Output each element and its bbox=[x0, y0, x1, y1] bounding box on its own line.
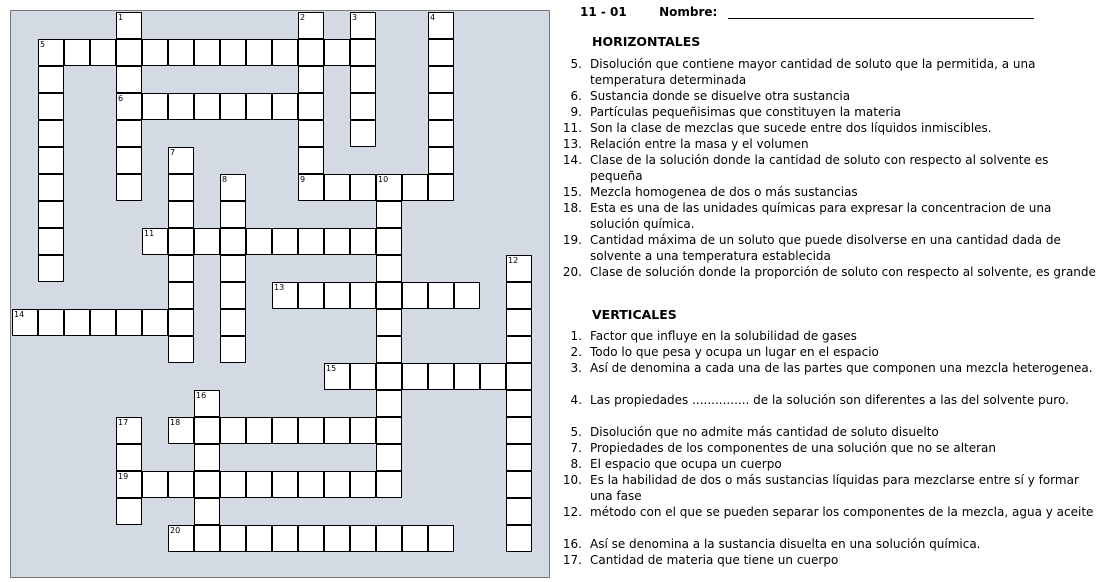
grid-cell[interactable] bbox=[350, 525, 376, 552]
grid-cell[interactable] bbox=[116, 147, 142, 174]
grid-cell[interactable] bbox=[168, 471, 194, 498]
grid-cell[interactable] bbox=[506, 444, 532, 471]
grid-cell[interactable] bbox=[350, 93, 376, 120]
grid-cell[interactable] bbox=[220, 228, 246, 255]
clue-number: 7. bbox=[570, 441, 582, 455]
grid-cell[interactable] bbox=[324, 174, 350, 201]
name-label: Nombre: bbox=[659, 5, 718, 19]
grid-cell[interactable] bbox=[116, 12, 142, 39]
grid-cell[interactable] bbox=[116, 120, 142, 147]
grid-cell[interactable] bbox=[324, 39, 350, 66]
horizontales-clue-13 bbox=[560, 136, 1104, 152]
grid-cell[interactable] bbox=[324, 228, 350, 255]
grid-cell[interactable] bbox=[298, 120, 324, 147]
grid-cell[interactable] bbox=[376, 363, 402, 390]
grid-cell[interactable] bbox=[506, 525, 532, 552]
grid-cell[interactable] bbox=[454, 282, 480, 309]
grid-cell[interactable] bbox=[90, 309, 116, 336]
grid-cell[interactable] bbox=[324, 471, 350, 498]
grid-cell[interactable] bbox=[116, 66, 142, 93]
horizontales-clue-19 bbox=[560, 232, 1104, 264]
grid-cell[interactable] bbox=[454, 363, 480, 390]
grid-cell[interactable] bbox=[376, 228, 402, 255]
horizontales-clue-18 bbox=[560, 200, 1104, 232]
grid-cell[interactable] bbox=[272, 417, 298, 444]
grid-cell[interactable] bbox=[428, 174, 454, 201]
grid-cell[interactable] bbox=[428, 39, 454, 66]
horizontales-clue-14 bbox=[560, 152, 1104, 184]
grid-cell[interactable] bbox=[376, 309, 402, 336]
clue-text: El espacio que ocupa un cuerpo bbox=[590, 457, 782, 471]
clue-text: Esta es una de las unidades químicas para expresar la concentracion de una solución química. bbox=[590, 201, 1052, 231]
grid-cell[interactable] bbox=[142, 228, 168, 255]
clue-number: 1. bbox=[570, 329, 582, 343]
verticales-clue-16 bbox=[560, 536, 1104, 552]
grid-cell[interactable] bbox=[298, 147, 324, 174]
grid-cell[interactable] bbox=[168, 39, 194, 66]
grid-cell[interactable] bbox=[376, 390, 402, 417]
grid-cell[interactable] bbox=[168, 336, 194, 363]
grid-cell[interactable] bbox=[324, 525, 350, 552]
grid-cell[interactable] bbox=[220, 336, 246, 363]
clue-text: Cantidad de materia que tiene un cuerpo bbox=[590, 553, 839, 567]
grid-cell[interactable] bbox=[298, 525, 324, 552]
cell-number: 6 bbox=[118, 94, 124, 103]
grid-cell[interactable] bbox=[142, 309, 168, 336]
grid-cell[interactable] bbox=[428, 525, 454, 552]
horizontales-clue-9 bbox=[560, 104, 1104, 120]
grid-cell[interactable] bbox=[272, 471, 298, 498]
clue-text: Cantidad máxima de un soluto que puede disolverse en una cantidad dada de solvente a una temperatura establecida bbox=[590, 233, 1061, 263]
grid-cell[interactable] bbox=[38, 255, 64, 282]
clue-text: Clase de solución donde la proporción de soluto con respecto al solvente, es grande bbox=[590, 265, 1096, 279]
cell-number: 2 bbox=[300, 13, 306, 22]
worksheet-header bbox=[580, 4, 1034, 19]
grid-cell[interactable] bbox=[116, 471, 142, 498]
grid-cell[interactable] bbox=[220, 417, 246, 444]
clue-text: método con el que se pueden separar los componentes de la mezcla, agua y aceite bbox=[590, 505, 1094, 519]
grid-cell[interactable] bbox=[350, 282, 376, 309]
grid-cell[interactable] bbox=[194, 39, 220, 66]
cell-number: 5 bbox=[40, 40, 46, 49]
grid-cell[interactable] bbox=[350, 471, 376, 498]
grid-cell[interactable] bbox=[220, 39, 246, 66]
grid-cell[interactable] bbox=[402, 174, 428, 201]
clue-text: Todo lo que pesa y ocupa un lugar en el espacio bbox=[590, 345, 879, 359]
grid-cell[interactable] bbox=[168, 201, 194, 228]
cell-number: 18 bbox=[170, 418, 181, 427]
grid-cell[interactable] bbox=[272, 525, 298, 552]
verticales-clue-4 bbox=[560, 392, 1104, 408]
grid-cell[interactable] bbox=[298, 471, 324, 498]
grid-cell[interactable] bbox=[350, 174, 376, 201]
grid-cell[interactable] bbox=[298, 66, 324, 93]
clue-text: Propiedades de los componentes de una solución que no se alteran bbox=[590, 441, 997, 455]
clue-number: 14. bbox=[562, 153, 582, 167]
grid-cell[interactable] bbox=[298, 12, 324, 39]
grid-cell[interactable] bbox=[506, 390, 532, 417]
grid-cell[interactable] bbox=[142, 93, 168, 120]
grid-cell[interactable] bbox=[38, 120, 64, 147]
grid-cell[interactable] bbox=[298, 228, 324, 255]
grid-cell[interactable] bbox=[64, 39, 90, 66]
cell-number: 7 bbox=[170, 148, 176, 157]
grid-cell[interactable] bbox=[194, 390, 220, 417]
grid-cell[interactable] bbox=[116, 93, 142, 120]
grid-cell[interactable] bbox=[168, 228, 194, 255]
grid-cell[interactable] bbox=[298, 93, 324, 120]
grid-cell[interactable] bbox=[90, 39, 116, 66]
grid-cell[interactable] bbox=[168, 255, 194, 282]
clue-number: 6. bbox=[570, 89, 582, 103]
name-field[interactable] bbox=[728, 4, 1034, 19]
grid-cell[interactable] bbox=[246, 39, 272, 66]
clue-text: Clase de la solución donde la cantidad de soluto con respecto al solvente es pequeña bbox=[590, 153, 1049, 183]
clue-number: 15. bbox=[562, 185, 582, 199]
grid-cell[interactable] bbox=[38, 66, 64, 93]
clue-number: 3. bbox=[570, 361, 582, 375]
grid-cell[interactable] bbox=[350, 417, 376, 444]
cell-number: 12 bbox=[508, 256, 519, 265]
cell-number: 9 bbox=[300, 175, 306, 184]
clue-text: Así se denomina a la sustancia disuelta en una solución química. bbox=[590, 537, 981, 551]
clue-text: Disolución que contiene mayor cantidad de soluto que la permitida, a una temperatura determinada bbox=[590, 57, 1036, 87]
horizontales-title: HORIZONTALES bbox=[592, 34, 701, 49]
grid-cell[interactable] bbox=[376, 417, 402, 444]
verticales-clue-12 bbox=[560, 504, 1104, 520]
cell-number: 4 bbox=[430, 13, 436, 22]
grid-cell[interactable] bbox=[298, 282, 324, 309]
grid-cell[interactable] bbox=[402, 282, 428, 309]
grid-cell[interactable] bbox=[168, 93, 194, 120]
grid-cell[interactable] bbox=[194, 444, 220, 471]
grid-cell[interactable] bbox=[12, 309, 38, 336]
grid-cell[interactable] bbox=[506, 255, 532, 282]
cell-number: 20 bbox=[170, 526, 181, 535]
grid-cell[interactable] bbox=[220, 309, 246, 336]
grid-cell[interactable] bbox=[376, 255, 402, 282]
grid-cell[interactable] bbox=[428, 363, 454, 390]
grid-cell[interactable] bbox=[376, 525, 402, 552]
grid-cell[interactable] bbox=[376, 471, 402, 498]
grid-cell[interactable] bbox=[350, 39, 376, 66]
grid-cell[interactable] bbox=[298, 39, 324, 66]
grid-cell[interactable] bbox=[116, 498, 142, 525]
clue-text: Así de denomina a cada una de las partes que componen una mezcla heterogenea. bbox=[590, 361, 1093, 375]
grid-cell[interactable] bbox=[38, 39, 64, 66]
clue-number: 9. bbox=[570, 105, 582, 119]
grid-cell[interactable] bbox=[272, 39, 298, 66]
grid-cell[interactable] bbox=[506, 309, 532, 336]
grid-cell[interactable] bbox=[116, 417, 142, 444]
clue-number: 17. bbox=[562, 553, 582, 567]
clue-number: 5. bbox=[570, 425, 582, 439]
clue-text: Sustancia donde se disuelve otra sustancia bbox=[590, 89, 851, 103]
grid-cell[interactable] bbox=[324, 417, 350, 444]
grid-cell[interactable] bbox=[376, 282, 402, 309]
clue-number: 2. bbox=[570, 345, 582, 359]
verticales-clue-17 bbox=[560, 552, 1104, 568]
grid-cell[interactable] bbox=[480, 363, 506, 390]
grid-cell[interactable] bbox=[324, 282, 350, 309]
verticales-title: VERTICALES bbox=[592, 307, 677, 322]
grid-cell[interactable] bbox=[272, 93, 298, 120]
horizontales-clue-11 bbox=[560, 120, 1104, 136]
clue-number: 4. bbox=[570, 393, 582, 407]
horizontales-clue-20 bbox=[560, 264, 1104, 280]
cell-number: 10 bbox=[378, 175, 389, 184]
clue-text: Factor que influye en la solubilidad de gases bbox=[590, 329, 857, 343]
grid-cell[interactable] bbox=[116, 174, 142, 201]
grid-cell[interactable] bbox=[506, 282, 532, 309]
grid-cell[interactable] bbox=[298, 417, 324, 444]
verticales-clue-10 bbox=[560, 472, 1104, 504]
grid-cell[interactable] bbox=[376, 444, 402, 471]
cell-number: 15 bbox=[326, 364, 337, 373]
grid-cell[interactable] bbox=[168, 147, 194, 174]
grid-cell[interactable] bbox=[168, 174, 194, 201]
grid-cell[interactable] bbox=[246, 228, 272, 255]
cell-number: 8 bbox=[222, 175, 228, 184]
grid-cell[interactable] bbox=[220, 525, 246, 552]
grid-cell[interactable] bbox=[298, 174, 324, 201]
verticales-clue-1 bbox=[560, 328, 1104, 344]
grid-cell[interactable] bbox=[168, 417, 194, 444]
clue-number: 18. bbox=[562, 201, 582, 215]
grid-cell[interactable] bbox=[376, 201, 402, 228]
grid-cell[interactable] bbox=[220, 471, 246, 498]
grid-cell[interactable] bbox=[376, 336, 402, 363]
grid-cell[interactable] bbox=[64, 309, 90, 336]
cell-number: 1 bbox=[118, 13, 124, 22]
grid-cell[interactable] bbox=[142, 471, 168, 498]
verticales-clue-3 bbox=[560, 360, 1104, 376]
clue-text: Es la habilidad de dos o más sustancias líquidas para mezclarse entre sí y formar una fase bbox=[590, 473, 1079, 503]
grid-cell[interactable] bbox=[376, 174, 402, 201]
grid-cell[interactable] bbox=[194, 93, 220, 120]
verticales-clue-5 bbox=[560, 424, 1104, 440]
grid-cell[interactable] bbox=[246, 471, 272, 498]
grid-cell[interactable] bbox=[506, 417, 532, 444]
grid-cell[interactable] bbox=[116, 444, 142, 471]
grid-cell[interactable] bbox=[220, 282, 246, 309]
clue-text: Partículas pequeñisimas que constituyen la materia bbox=[590, 105, 901, 119]
clue-number: 12. bbox=[562, 505, 582, 519]
grid-cell[interactable] bbox=[402, 525, 428, 552]
grid-cell[interactable] bbox=[168, 309, 194, 336]
grid-cell[interactable] bbox=[168, 282, 194, 309]
clue-number: 11. bbox=[562, 121, 582, 135]
clue-number: 13. bbox=[562, 137, 582, 151]
grid-cell[interactable] bbox=[350, 12, 376, 39]
grid-cell[interactable] bbox=[350, 120, 376, 147]
grid-cell[interactable] bbox=[506, 336, 532, 363]
clue-number: 10. bbox=[562, 473, 582, 487]
grid-cell[interactable] bbox=[350, 228, 376, 255]
verticales-clue-7 bbox=[560, 440, 1104, 456]
clue-text: Son la clase de mezclas que sucede entre dos líquidos inmiscibles. bbox=[590, 121, 992, 135]
grid-cell[interactable] bbox=[246, 93, 272, 120]
clue-number: 16. bbox=[562, 537, 582, 551]
grid-cell[interactable] bbox=[116, 39, 142, 66]
clue-number: 5. bbox=[570, 57, 582, 71]
cell-number: 13 bbox=[274, 283, 285, 292]
grid-cell[interactable] bbox=[506, 471, 532, 498]
clue-number: 8. bbox=[570, 457, 582, 471]
clue-number: 20. bbox=[562, 265, 582, 279]
clue-text: Las propiedades ............... de la solución son diferentes a las del solvente puro. bbox=[590, 393, 1069, 407]
grid-cell[interactable] bbox=[428, 282, 454, 309]
grid-cell[interactable] bbox=[38, 147, 64, 174]
grid-cell[interactable] bbox=[272, 282, 298, 309]
cell-number: 11 bbox=[144, 229, 155, 238]
grid-cell[interactable] bbox=[428, 12, 454, 39]
grid-cell[interactable] bbox=[116, 309, 142, 336]
cell-number: 17 bbox=[118, 418, 129, 427]
group-label: 11 - 01 bbox=[580, 5, 627, 19]
grid-cell[interactable] bbox=[402, 363, 428, 390]
grid-cell[interactable] bbox=[38, 228, 64, 255]
grid-cell[interactable] bbox=[38, 93, 64, 120]
grid-cell[interactable] bbox=[220, 93, 246, 120]
horizontales-clue-5 bbox=[560, 56, 1104, 88]
verticales-clue-8 bbox=[560, 456, 1104, 472]
clue-text: Disolución que no admite más cantidad de soluto disuelto bbox=[590, 425, 939, 439]
grid-cell[interactable] bbox=[194, 471, 220, 498]
grid-cell[interactable] bbox=[272, 228, 298, 255]
grid-cell[interactable] bbox=[506, 498, 532, 525]
grid-cell[interactable] bbox=[194, 525, 220, 552]
cell-number: 16 bbox=[196, 391, 207, 400]
horizontales-clue-6 bbox=[560, 88, 1104, 104]
cell-number: 3 bbox=[352, 13, 358, 22]
verticales-clue-2 bbox=[560, 344, 1104, 360]
grid-cell[interactable] bbox=[350, 363, 376, 390]
grid-cell[interactable] bbox=[506, 363, 532, 390]
grid-cell[interactable] bbox=[428, 147, 454, 174]
clue-number: 19. bbox=[562, 233, 582, 247]
clue-text: Relación entre la masa y el volumen bbox=[590, 137, 809, 151]
clue-text: Mezcla homogenea de dos o más sustancias bbox=[590, 185, 858, 199]
cell-number: 14 bbox=[14, 310, 25, 319]
grid-cell[interactable] bbox=[168, 525, 194, 552]
grid-cell[interactable] bbox=[142, 39, 168, 66]
grid-cell[interactable] bbox=[38, 201, 64, 228]
cell-number: 19 bbox=[118, 472, 129, 481]
grid-cell[interactable] bbox=[220, 255, 246, 282]
grid-cell[interactable] bbox=[194, 498, 220, 525]
grid-cell[interactable] bbox=[428, 120, 454, 147]
grid-cell[interactable] bbox=[220, 201, 246, 228]
grid-cell[interactable] bbox=[350, 66, 376, 93]
grid-cell[interactable] bbox=[246, 417, 272, 444]
grid-cell[interactable] bbox=[194, 417, 220, 444]
grid-cell[interactable] bbox=[194, 228, 220, 255]
horizontales-clue-15 bbox=[560, 184, 1104, 200]
grid-cell[interactable] bbox=[246, 525, 272, 552]
grid-cell[interactable] bbox=[428, 93, 454, 120]
grid-cell[interactable] bbox=[38, 174, 64, 201]
grid-cell[interactable] bbox=[324, 363, 350, 390]
grid-cell[interactable] bbox=[428, 66, 454, 93]
grid-cell[interactable] bbox=[38, 309, 64, 336]
grid-cell[interactable] bbox=[220, 174, 246, 201]
crossword-grid bbox=[10, 10, 550, 578]
